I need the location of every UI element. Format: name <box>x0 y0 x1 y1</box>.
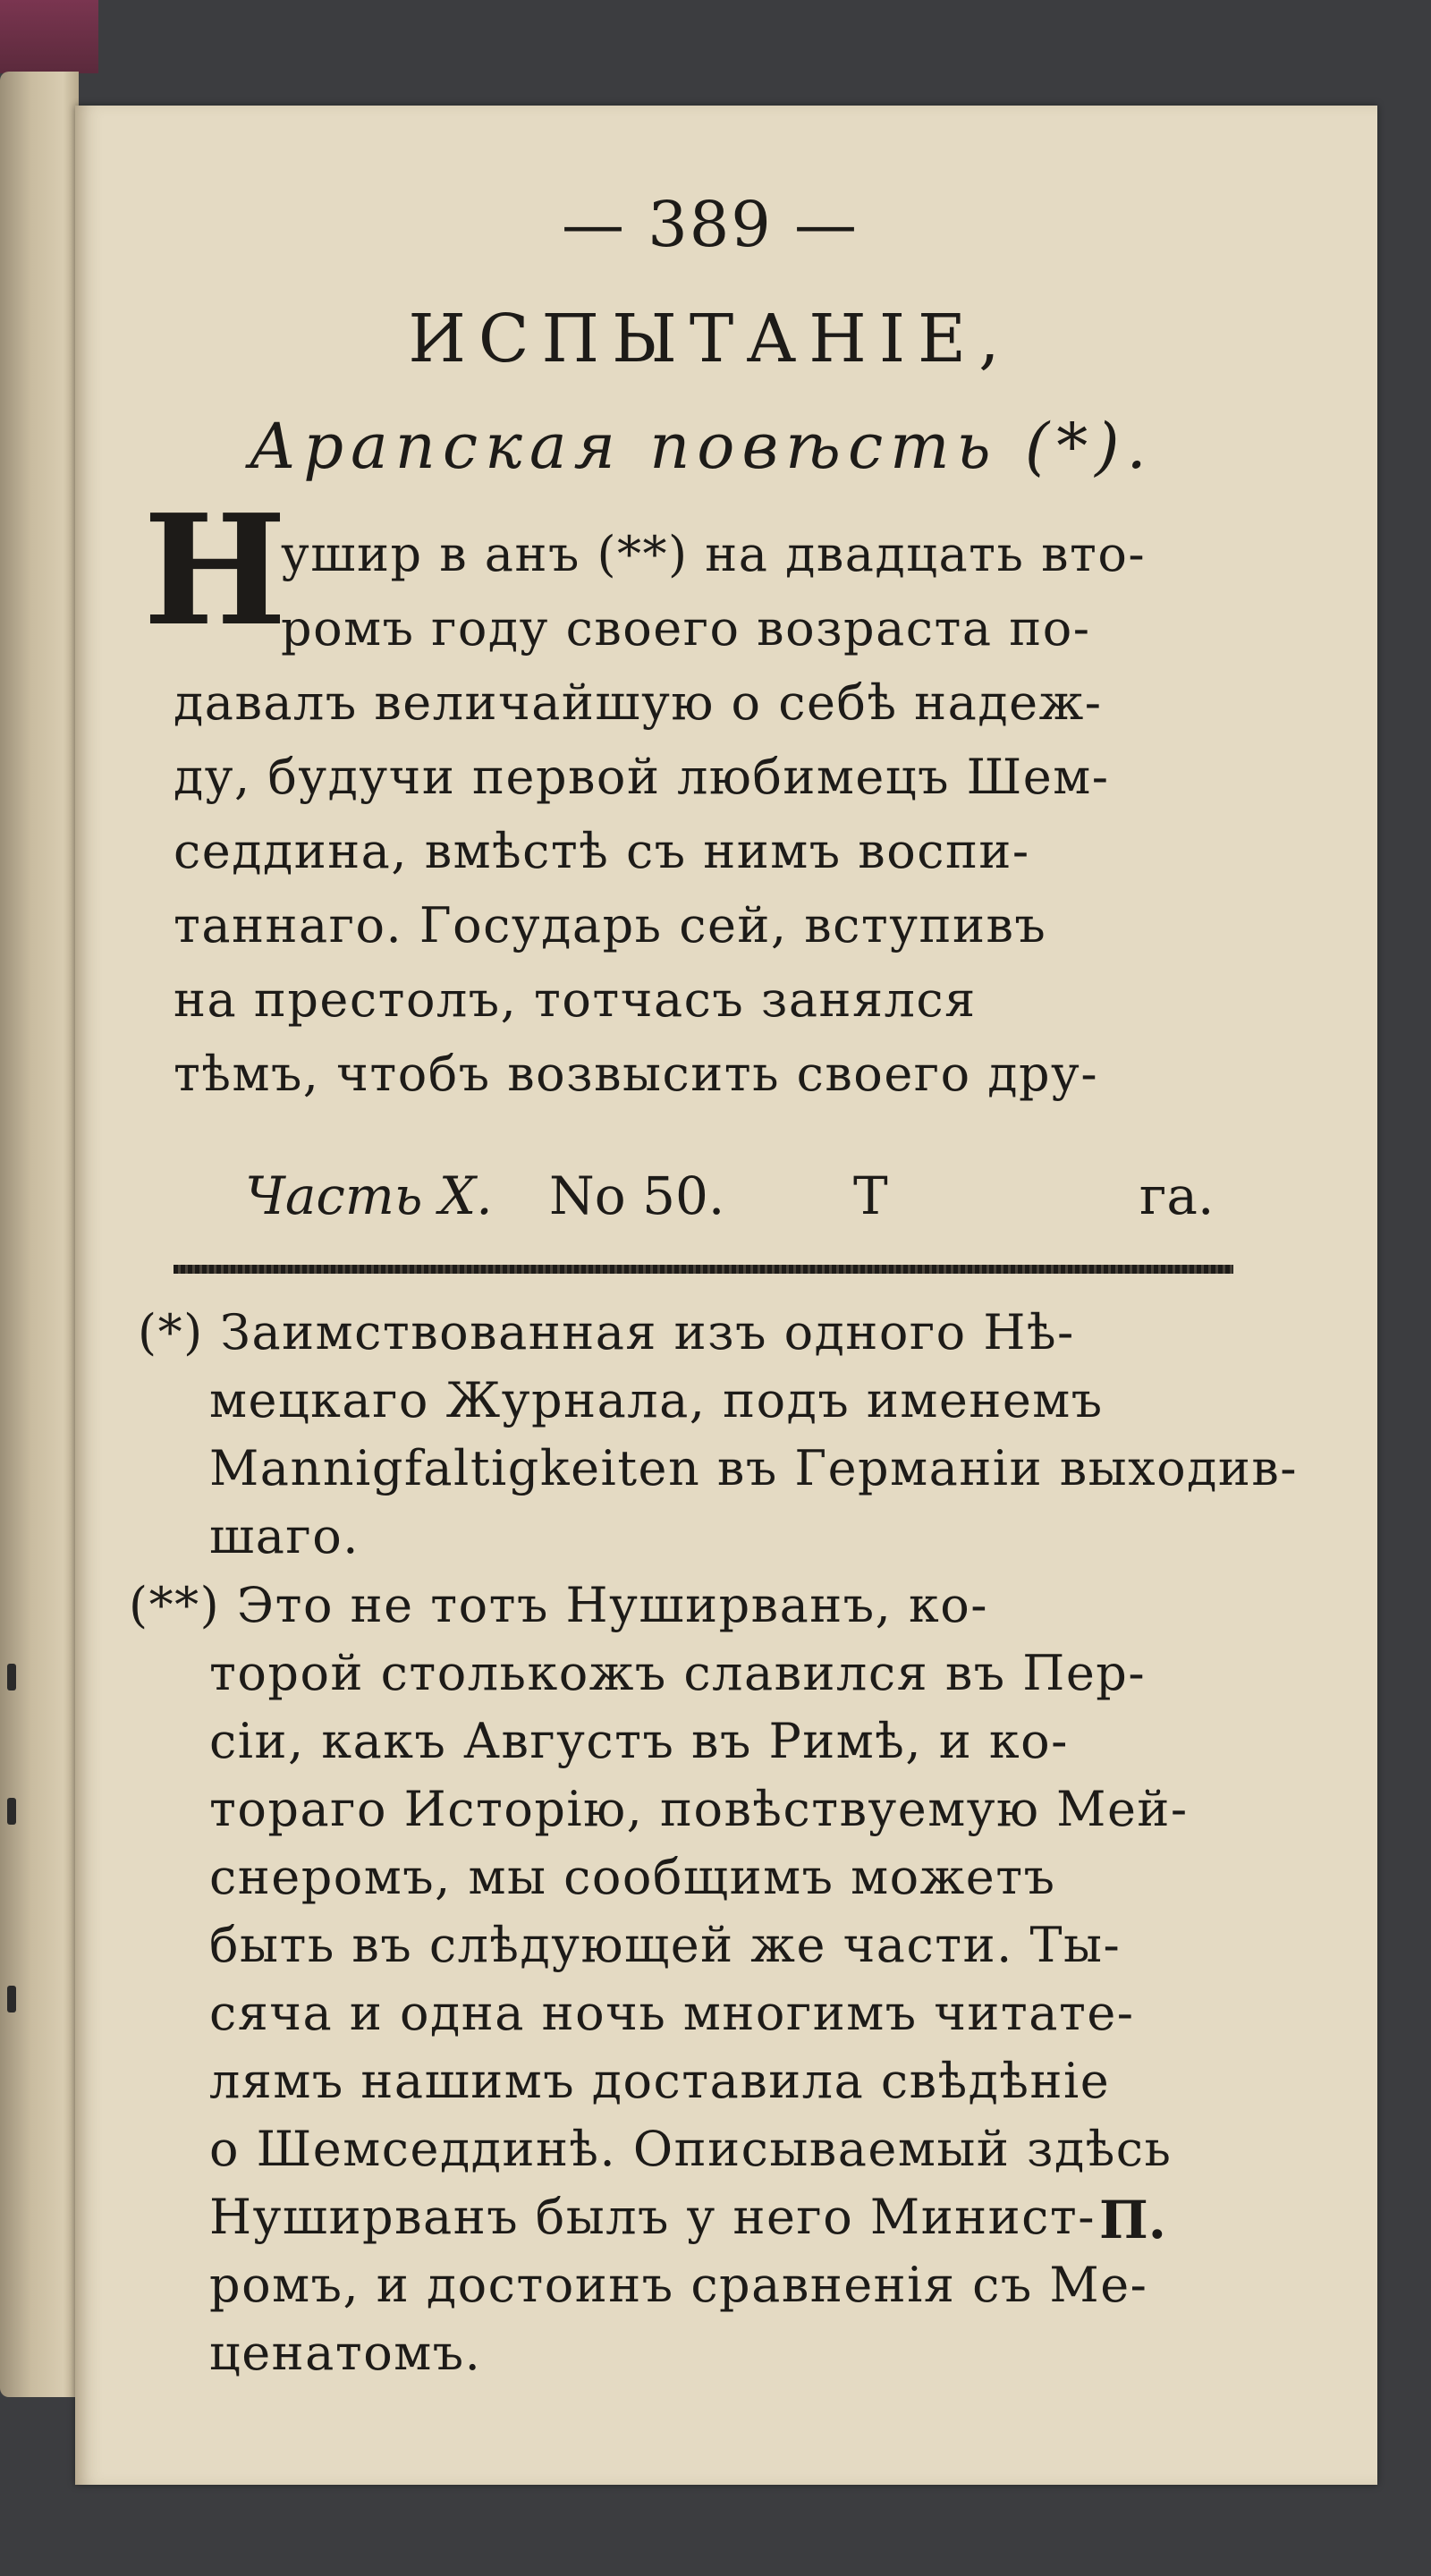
story-title: ИСПЫТАНІЕ, <box>408 301 1012 377</box>
signature-line <box>174 1165 1220 1230</box>
footnote-line: (**) Это не тотъ Нуширванъ, ко- <box>129 1577 988 1633</box>
footnote-line: снеромъ, мы сообщимъ можетъ <box>209 1849 1056 1905</box>
footnote-line: быть въ слѣдующей же части. Ты- <box>209 1917 1122 1973</box>
body-line: давалъ величайшую о себѣ надеж- <box>174 674 1103 731</box>
edge-mark <box>7 1798 16 1825</box>
footnote-rule <box>174 1265 1233 1274</box>
signature-mark: Т <box>853 1165 888 1226</box>
body-line: на престолъ, тотчасъ занялся <box>174 971 977 1028</box>
body-line: седдина, вмѣстѣ съ нимъ воспи- <box>174 823 1030 879</box>
edge-mark <box>7 1986 16 2012</box>
part-label: Часть X. <box>245 1165 493 1226</box>
footnote-line: Нуширванъ былъ у него Минист- <box>209 2189 1097 2245</box>
body-line: ушир в анъ (**) на двадцать вто- <box>281 526 1147 582</box>
body-line: таннаго. Государь сей, вступивъ <box>174 897 1047 953</box>
book-page <box>75 106 1377 2485</box>
body-line: ромъ году своего возраста по- <box>281 600 1091 657</box>
story-subtitle: Арапская повѣсть (*). <box>249 410 1154 483</box>
footnote-line: о Шемседдинѣ. Описываемый здѣсь <box>209 2121 1173 2177</box>
catchword-bottom: П. <box>1099 2190 1166 2250</box>
page-number: — 389 — <box>561 188 859 261</box>
footnote-line: Mannigfaltigkeiten въ Германіи выходив- <box>209 1440 1298 1496</box>
body-line: тѣмъ, чтобъ возвысить своего дру- <box>174 1046 1099 1102</box>
footnote-line: ромъ, и достоинъ сравненія съ Ме- <box>209 2257 1148 2313</box>
footnote-line: мецкаго Журнала, подъ именемъ <box>209 1372 1104 1428</box>
footnote-line: сіи, какъ Августъ въ Римѣ, и ко- <box>209 1713 1069 1769</box>
body-line: ду, будучи первой любимецъ Шем- <box>174 749 1110 805</box>
footnote-line: ценатомъ. <box>209 2325 482 2381</box>
footnote-line: тораго Исторію, повѣствуемую Мей- <box>209 1781 1189 1837</box>
footnote-line: торой столькожъ славился въ Пер- <box>209 1645 1147 1701</box>
footnote-line: лямъ нашимъ доставила свѣдѣніе <box>209 2053 1111 2109</box>
edge-mark <box>7 1664 16 1690</box>
footnote-line: (*) Заимствованная изъ одного Нѣ- <box>138 1304 1075 1360</box>
drop-cap: Н <box>143 481 287 660</box>
footnote-line: сяча и одна ночь многимъ читате- <box>209 1985 1135 2041</box>
left-page-edge <box>0 72 79 2397</box>
book-cover-edge <box>0 0 98 73</box>
issue-number: No 50. <box>549 1165 725 1226</box>
catchword: га. <box>1139 1165 1215 1226</box>
footnote-line: шаго. <box>209 1508 360 1564</box>
